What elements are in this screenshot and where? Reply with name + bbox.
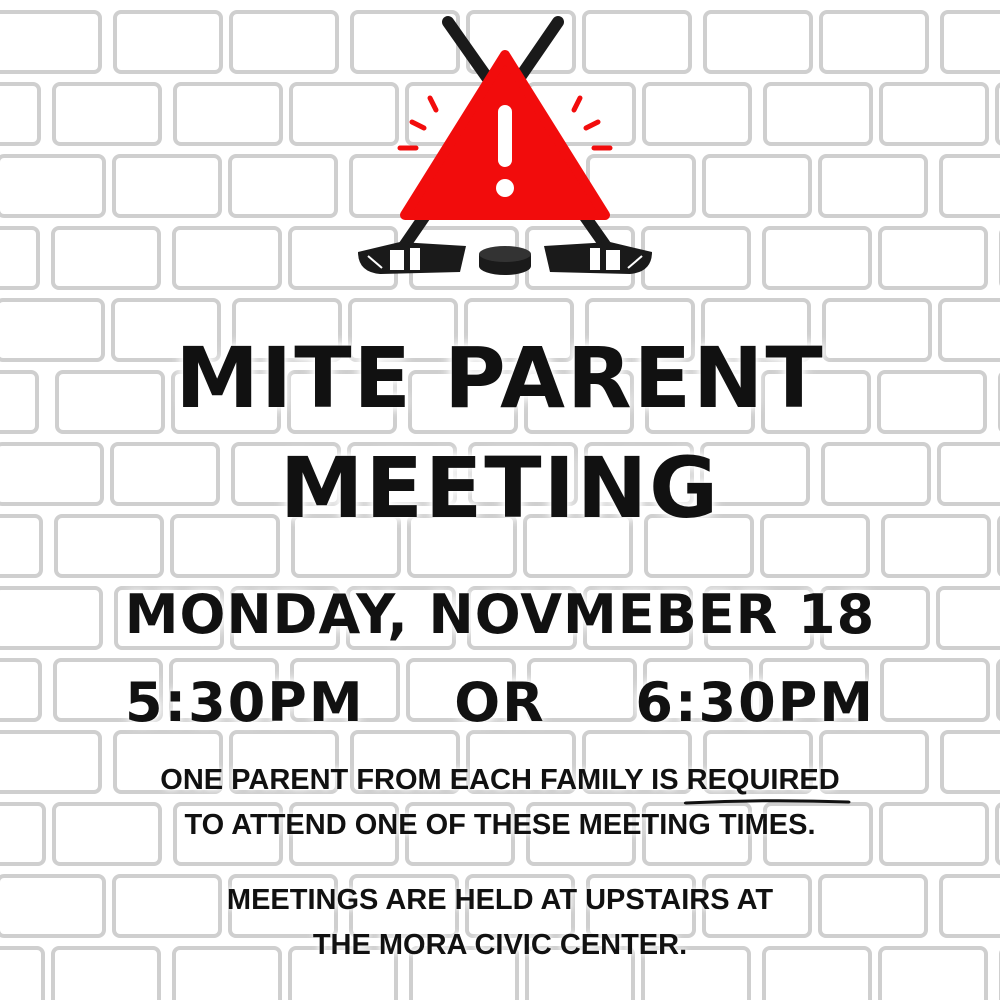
requirement-prefix: ONE PARENT FROM EACH FAMILY IS	[160, 764, 687, 796]
location-line-1: MEETINGS ARE HELD AT UPSTAIRS AT	[226, 884, 774, 916]
time-option-2: 6:30PM	[635, 671, 876, 734]
hockey-puck-icon	[479, 246, 531, 275]
time-separator: OR	[454, 671, 546, 734]
meeting-times	[0, 668, 1000, 738]
time-option-1: 5:30PM	[124, 671, 365, 734]
requirement-line-1	[0, 760, 1000, 800]
title-line-2: MEETING	[279, 439, 721, 537]
location-line-2: THE MORA CIVIC CENTER.	[312, 929, 688, 961]
alert-hockey-graphic	[340, 10, 670, 300]
requirement-emphasis: REQUIRED	[687, 760, 840, 800]
meeting-date: MONDAY, NOVMEBER 18	[124, 583, 876, 646]
alert-triangle-icon	[400, 55, 610, 215]
title-line-1: MITE PARENT	[175, 329, 825, 427]
requirement-line-2: TO ATTEND ONE OF THESE MEETING TIMES.	[184, 809, 816, 841]
